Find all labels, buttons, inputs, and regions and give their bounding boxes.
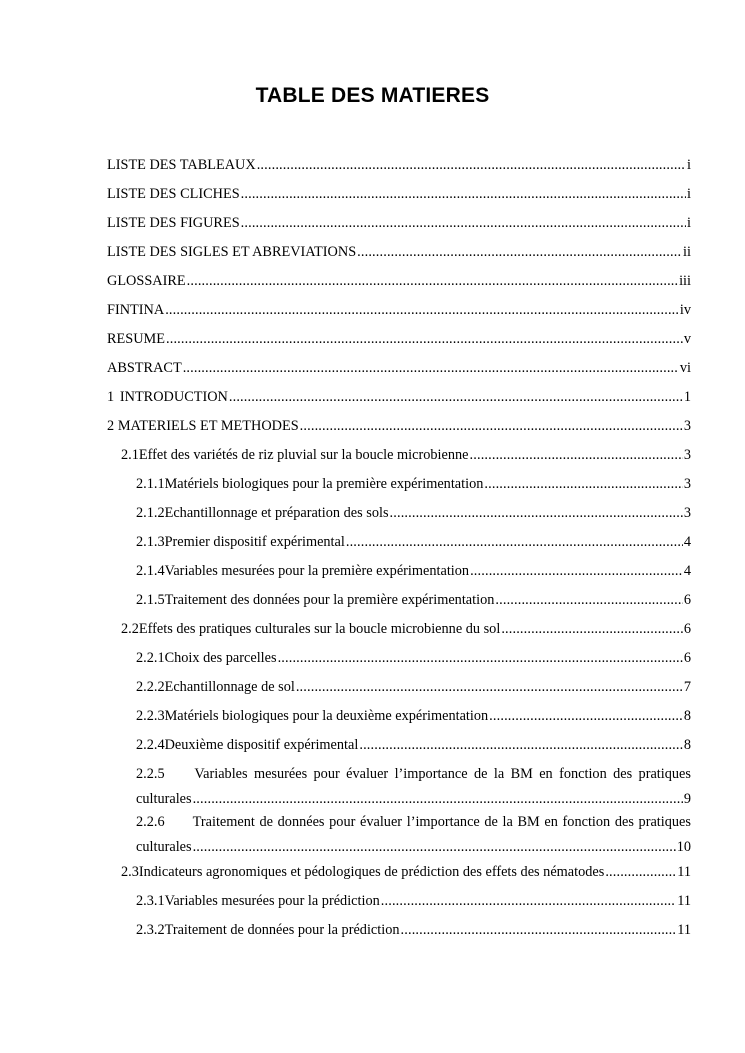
toc-entry-2-1-2[interactable] [136,505,691,522]
toc-entry-title: Echantillonnage de sol [164,679,295,695]
toc-entry-title: Echantillonnage et préparation des sols [164,505,389,521]
toc-entry-number: 2.1 [121,447,139,463]
toc-entry-page: i [687,215,691,231]
dot-leader [183,360,679,377]
toc-entry-line-1 [136,814,691,831]
toc-word: la [502,814,513,830]
toc-word: BM [510,766,533,782]
toc-entry-number: 2.2.3 [136,708,165,724]
toc-word: pour [329,814,356,830]
toc-entry-page: 6 [683,592,691,608]
toc-entry-glossaire[interactable] [107,273,691,290]
toc-word: Variables [194,766,248,782]
toc-entry-page: 11 [677,922,691,938]
toc-entry-number: 2.2.5 [136,766,165,782]
toc-entry-title: INTRODUCTION [119,389,228,405]
dot-leader [381,893,676,910]
toc-entry-title: Effets des pratiques culturales sur la boucle microbienne du sol [138,621,501,637]
toc-word: l’importance [406,814,480,830]
toc-entry-page: 3 [683,476,691,492]
toc-word: en [539,766,553,782]
toc-entry-page: i [687,186,691,202]
toc-entry-2-2-3[interactable] [136,708,691,725]
toc-word: la [493,766,505,782]
dot-leader [495,592,682,609]
toc-entry-title: FINTINA [107,302,165,318]
dot-leader [390,505,683,522]
toc-entry-resume[interactable] [107,331,691,348]
toc-entry-title: Matériels biologiques pour la deuxième expérimentation [164,708,489,724]
toc-entry-title: ABSTRACT [107,360,182,376]
toc-word: Traitement [192,814,255,830]
toc-entry-number: 2.1.5 [136,592,165,608]
toc-entry-page: 10 [676,839,691,855]
toc-entry-page: 11 [677,893,691,909]
toc-entry-page: v [683,331,691,347]
dot-leader [300,418,683,435]
dot-leader [241,186,686,203]
toc-entry-number: 2.1.2 [136,505,165,521]
dot-leader [193,791,683,808]
dot-leader [187,273,678,290]
toc-entry-title: GLOSSAIRE [107,273,186,289]
dot-leader [257,157,686,174]
toc-entry-title-continuation: culturales [136,791,192,807]
toc-entry-liste-des-sigles[interactable] [107,244,691,261]
toc-entry-line-2 [136,791,691,808]
toc-entry-2-2[interactable] [121,621,691,638]
toc-entry-2-3-1[interactable] [136,893,691,910]
dot-leader [165,302,679,319]
dot-leader [489,708,683,725]
toc-word: évaluer [360,814,403,830]
toc-entry-title: Matériels biologiques pour la première expérimentation [164,476,484,492]
toc-word: pratiques [638,766,691,782]
dot-leader [166,331,683,348]
toc-entry-materiels-et-methodes[interactable] [107,418,691,435]
toc-entry-line-2 [136,839,691,856]
toc-entry-page: 4 [683,534,691,550]
toc-entry-number: 2.2.1 [136,650,165,666]
toc-entry-title: Indicateurs agronomiques et pédologiques de prédiction des effets des nématodes [138,864,605,880]
dot-leader [346,534,683,551]
toc-entry-liste-des-figures[interactable] [107,215,691,232]
toc-word: en [544,814,558,830]
toc-entry-page: 8 [683,708,691,724]
toc-entry-title: MATERIELS ET METHODES [117,418,299,434]
toc-entry-title: LISTE DES CLICHES [107,186,240,202]
toc-word: BM [517,814,540,830]
toc-entry-2-2-1[interactable] [136,650,691,667]
toc-entry-line-1 [136,766,691,783]
toc-entry-2-1[interactable] [121,447,691,464]
toc-entry-liste-des-tableaux[interactable] [107,157,691,174]
dot-leader [484,476,682,493]
toc-entry-page: 6 [683,621,691,637]
toc-entry-number: 2.1.4 [136,563,165,579]
toc-entry-title: Traitement des données pour la première expérimentation [164,592,495,608]
dot-leader [359,737,683,754]
toc-entry-title: Choix des parcelles [164,650,277,666]
toc-entry-introduction[interactable] [107,389,691,406]
toc-entry-2-3[interactable] [121,864,691,881]
dot-leader [296,679,683,696]
toc-entry-number: 2.1.1 [136,476,165,492]
toc-entry-page: 7 [683,679,691,695]
dot-leader [193,839,676,856]
toc-word: l’importance [394,766,468,782]
toc-entry-page: iii [679,273,691,289]
toc-entry-number: 2 [107,418,115,434]
toc-entry-2-1-5[interactable] [136,592,691,609]
toc-entry-2-2-4[interactable] [136,737,691,754]
toc-entry-title: Effet des variétés de riz pluvial sur la boucle microbienne [138,447,469,463]
toc-word: pour [313,766,340,782]
toc-entry-fintina[interactable] [107,302,691,319]
dot-leader [470,447,683,464]
dot-leader [357,244,682,261]
toc-word: mesurées [253,766,308,782]
page-title: TABLE DES MATIERES [255,84,490,107]
toc-entry-page: ii [683,244,691,260]
dot-leader [278,650,683,667]
toc-entry-2-1-3[interactable] [136,534,691,551]
toc-entry-number: 2.3.2 [136,922,165,938]
toc-entry-2-1-1[interactable] [136,476,691,493]
toc-entry-page: 3 [683,447,691,463]
toc-entry-abstract[interactable] [107,360,691,377]
toc-entry-number: 2.3.1 [136,893,165,909]
toc-entry-page: 8 [683,737,691,753]
toc-word: fonction [559,766,607,782]
toc-entry-number: 1 [107,389,115,405]
toc-word: des [613,766,633,782]
toc-entry-2-2-2[interactable] [136,679,691,696]
toc-word: évaluer [346,766,389,782]
dot-leader [501,621,683,638]
toc-entry-title: Premier dispositif expérimental [164,534,345,550]
toc-word: de [259,814,273,830]
toc-entry-number: 2.2.4 [136,737,165,753]
toc-entry-page: 3 [683,418,691,434]
toc-entry-page: iv [679,302,691,318]
toc-entry-number: 2.2 [121,621,139,637]
toc-entry-2-2-5[interactable] [136,766,691,808]
toc-entry-number: 2.2.6 [136,814,165,830]
toc-entry-2-2-6[interactable] [136,814,691,856]
toc-entry-page: 3 [683,505,691,521]
toc-entry-page: 9 [683,791,691,807]
toc-word: données [277,814,325,830]
toc-word: pratiques [638,814,691,830]
toc-entry-2-1-4[interactable] [136,563,691,580]
toc-word: des [614,814,634,830]
toc-entry-title: RESUME [107,331,165,347]
toc-entry-title: Variables mesurées pour la prédiction [164,893,380,909]
toc-entry-number: 2.3 [121,864,139,880]
toc-entry-page: 6 [683,650,691,666]
toc-word: de [484,814,498,830]
dot-leader [241,215,686,232]
toc-entry-liste-des-cliches[interactable] [107,186,691,203]
dot-leader [470,563,683,580]
dot-leader [605,864,676,881]
toc-entry-page: i [687,157,691,173]
toc-entry-number: 2.1.3 [136,534,165,550]
toc-entry-page: 11 [677,864,691,880]
toc-entry-title-continuation: culturales [136,839,192,855]
toc-entry-2-3-2[interactable] [136,922,691,939]
toc-entry-title: Deuxième dispositif expérimental [164,737,359,753]
toc-word: de [474,766,488,782]
toc-entry-title: LISTE DES SIGLES ET ABREVIATIONS [107,244,357,260]
toc-entry-page: 4 [683,563,691,579]
toc-entry-title: Traitement de données pour la prédiction [164,922,400,938]
toc-entry-title: LISTE DES TABLEAUX [107,157,256,173]
toc-entry-page: 1 [683,389,691,405]
dot-leader [229,389,683,406]
toc-entry-page: vi [679,360,691,376]
toc-entry-number: 2.2.2 [136,679,165,695]
toc-entry-title: Variables mesurées pour la première expérimentation [164,563,470,579]
dot-leader [401,922,677,939]
toc-word: fonction [562,814,611,830]
toc-entry-title: LISTE DES FIGURES [107,215,240,231]
